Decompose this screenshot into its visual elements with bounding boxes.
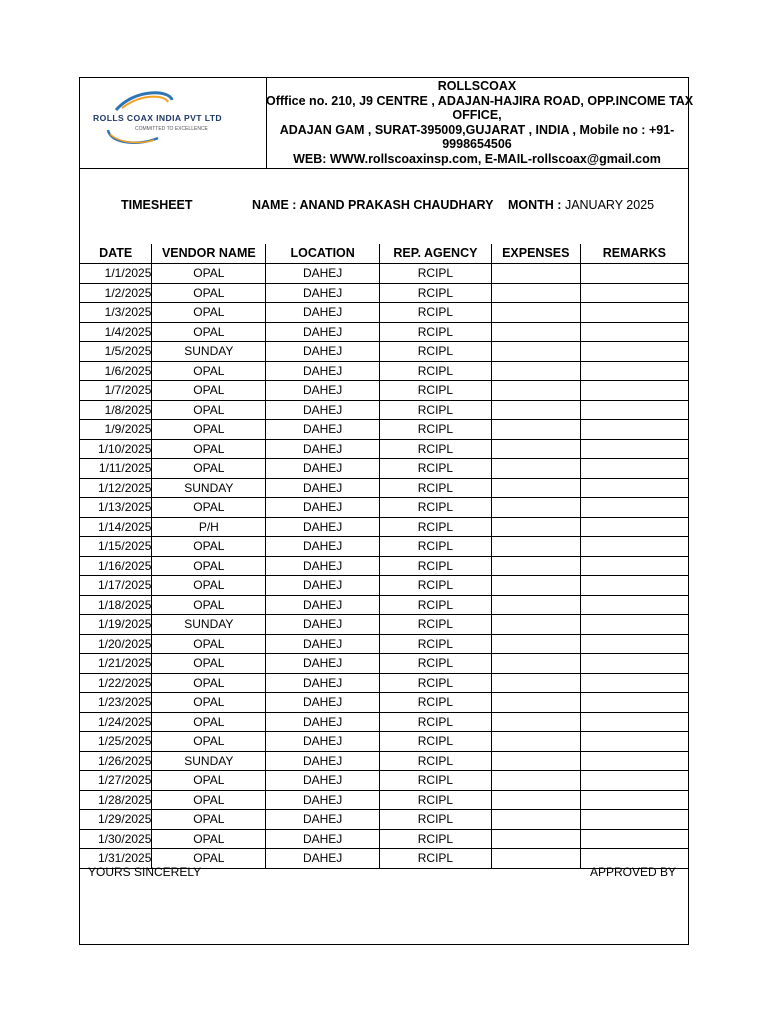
cell-vendor: OPAL — [152, 420, 266, 440]
cell-date: 1/1/2025 — [80, 264, 152, 284]
cell-remarks — [580, 420, 688, 440]
cell-location: DAHEJ — [266, 595, 380, 615]
cell-location: DAHEJ — [266, 537, 380, 557]
table-row — [80, 556, 688, 576]
cell-remarks — [580, 810, 688, 830]
table-row — [80, 459, 688, 479]
cell-vendor: OPAL — [152, 498, 266, 518]
cell-location: DAHEJ — [266, 693, 380, 713]
cell-date: 1/21/2025 — [80, 654, 152, 674]
cell-vendor: OPAL — [152, 400, 266, 420]
logo-tagline: COMMITTED TO EXCELLENCE — [135, 126, 208, 132]
cell-remarks — [580, 400, 688, 420]
cell-agency: RCIPL — [380, 751, 492, 771]
table-row — [80, 303, 688, 323]
address-line-3: ADAJAN GAM , SURAT-395009,GUJARAT , INDIA , Mobile no : +91- — [279, 122, 675, 137]
cell-vendor: OPAL — [152, 556, 266, 576]
cell-expenses — [491, 537, 580, 557]
cell-vendor: OPAL — [152, 673, 266, 693]
cell-expenses — [491, 381, 580, 401]
cell-vendor: OPAL — [152, 771, 266, 791]
cell-expenses — [491, 400, 580, 420]
table-row — [80, 361, 688, 381]
cell-vendor: OPAL — [152, 712, 266, 732]
cell-vendor: OPAL — [152, 595, 266, 615]
cell-vendor: OPAL — [152, 361, 266, 381]
cell-date: 1/23/2025 — [80, 693, 152, 713]
cell-location: DAHEJ — [266, 303, 380, 323]
cell-date: 1/31/2025 — [80, 849, 152, 869]
cell-agency: RCIPL — [380, 693, 492, 713]
cell-date: 1/14/2025 — [80, 517, 152, 537]
cell-agency: RCIPL — [380, 556, 492, 576]
timesheet-info — [80, 168, 688, 244]
cell-vendor: SUNDAY — [152, 751, 266, 771]
cell-vendor: OPAL — [152, 303, 266, 323]
cell-agency: RCIPL — [380, 420, 492, 440]
cell-date: 1/30/2025 — [80, 829, 152, 849]
cell-expenses — [491, 693, 580, 713]
cell-location: DAHEJ — [266, 810, 380, 830]
cell-vendor: OPAL — [152, 829, 266, 849]
month-label: MONTH : — [508, 198, 565, 212]
cell-expenses — [491, 361, 580, 381]
cell-agency: RCIPL — [380, 771, 492, 791]
cell-location: DAHEJ — [266, 732, 380, 752]
cell-remarks — [580, 361, 688, 381]
table-row — [80, 751, 688, 771]
table-row — [80, 595, 688, 615]
company-name: ROLLSCOAX — [437, 79, 517, 93]
cell-remarks — [580, 381, 688, 401]
cell-agency: RCIPL — [380, 517, 492, 537]
cell-agency: RCIPL — [380, 537, 492, 557]
cell-remarks — [580, 771, 688, 791]
cell-expenses — [491, 751, 580, 771]
cell-location: DAHEJ — [266, 478, 380, 498]
approved-by: APPROVED BY — [589, 865, 676, 879]
table-row — [80, 829, 688, 849]
cell-remarks — [580, 595, 688, 615]
cell-expenses — [491, 283, 580, 303]
cell-date: 1/6/2025 — [80, 361, 152, 381]
col-header-remarks: REMARKS — [580, 244, 688, 264]
cell-expenses — [491, 771, 580, 791]
cell-expenses — [491, 459, 580, 479]
cell-date: 1/16/2025 — [80, 556, 152, 576]
cell-date: 1/15/2025 — [80, 537, 152, 557]
cell-vendor: OPAL — [152, 537, 266, 557]
cell-remarks — [580, 576, 688, 596]
cell-expenses — [491, 576, 580, 596]
cell-vendor: OPAL — [152, 283, 266, 303]
timesheet-table — [80, 244, 688, 869]
cell-remarks — [580, 342, 688, 362]
cell-remarks — [580, 498, 688, 518]
cell-remarks — [580, 459, 688, 479]
cell-agency: RCIPL — [380, 810, 492, 830]
cell-location: DAHEJ — [266, 634, 380, 654]
cell-location: DAHEJ — [266, 400, 380, 420]
table-row — [80, 790, 688, 810]
table-row — [80, 712, 688, 732]
cell-agency: RCIPL — [380, 361, 492, 381]
table-row — [80, 615, 688, 635]
cell-location: DAHEJ — [266, 712, 380, 732]
table-row — [80, 634, 688, 654]
cell-location: DAHEJ — [266, 361, 380, 381]
table-row — [80, 576, 688, 596]
cell-expenses — [491, 790, 580, 810]
cell-location: DAHEJ — [266, 615, 380, 635]
table-row — [80, 732, 688, 752]
col-header-expenses: EXPENSES — [491, 244, 580, 264]
cell-remarks — [580, 693, 688, 713]
table-row — [80, 439, 688, 459]
cell-remarks — [580, 712, 688, 732]
cell-remarks — [580, 264, 688, 284]
cell-agency: RCIPL — [380, 576, 492, 596]
company-address-block — [266, 78, 694, 169]
cell-location: DAHEJ — [266, 439, 380, 459]
cell-expenses — [491, 303, 580, 323]
cell-agency: RCIPL — [380, 732, 492, 752]
cell-vendor: OPAL — [152, 439, 266, 459]
cell-vendor: P/H — [152, 517, 266, 537]
table-row — [80, 322, 688, 342]
cell-vendor: SUNDAY — [152, 478, 266, 498]
cell-vendor: OPAL — [152, 849, 266, 869]
cell-agency: RCIPL — [380, 829, 492, 849]
table-row — [80, 771, 688, 791]
cell-date: 1/5/2025 — [80, 342, 152, 362]
cell-vendor: SUNDAY — [152, 615, 266, 635]
cell-remarks — [580, 556, 688, 576]
cell-agency: RCIPL — [380, 673, 492, 693]
cell-date: 1/29/2025 — [80, 810, 152, 830]
table-row — [80, 342, 688, 362]
cell-vendor: OPAL — [152, 576, 266, 596]
timesheet-document — [79, 77, 694, 945]
cell-agency: RCIPL — [380, 498, 492, 518]
cell-vendor: OPAL — [152, 693, 266, 713]
cell-location: DAHEJ — [266, 264, 380, 284]
cell-expenses — [491, 595, 580, 615]
cell-expenses — [491, 498, 580, 518]
cell-location: DAHEJ — [266, 322, 380, 342]
cell-expenses — [491, 322, 580, 342]
cell-location: DAHEJ — [266, 654, 380, 674]
cell-expenses — [491, 654, 580, 674]
cell-remarks — [580, 790, 688, 810]
table-header-row — [80, 244, 688, 264]
cell-remarks — [580, 829, 688, 849]
table-row — [80, 654, 688, 674]
cell-location: DAHEJ — [266, 673, 380, 693]
cell-agency: RCIPL — [380, 615, 492, 635]
cell-expenses — [491, 420, 580, 440]
table-row — [80, 693, 688, 713]
logo-swoosh-icon — [80, 78, 266, 168]
cell-location: DAHEJ — [266, 283, 380, 303]
cell-vendor: OPAL — [152, 790, 266, 810]
cell-date: 1/3/2025 — [80, 303, 152, 323]
cell-expenses — [491, 810, 580, 830]
cell-remarks — [580, 673, 688, 693]
table-row — [80, 537, 688, 557]
cell-date: 1/9/2025 — [80, 420, 152, 440]
cell-agency: RCIPL — [380, 790, 492, 810]
address-line-2: OFFICE, — [452, 108, 502, 123]
cell-expenses — [491, 517, 580, 537]
cell-location: DAHEJ — [266, 381, 380, 401]
cell-date: 1/28/2025 — [80, 790, 152, 810]
cell-expenses — [491, 712, 580, 732]
cell-vendor: OPAL — [152, 322, 266, 342]
cell-date: 1/8/2025 — [80, 400, 152, 420]
cell-agency: RCIPL — [380, 712, 492, 732]
cell-location: DAHEJ — [266, 517, 380, 537]
cell-expenses — [491, 439, 580, 459]
table-row — [80, 498, 688, 518]
cell-date: 1/17/2025 — [80, 576, 152, 596]
cell-date: 1/4/2025 — [80, 322, 152, 342]
cell-remarks — [580, 478, 688, 498]
cell-agency: RCIPL — [380, 654, 492, 674]
cell-location: DAHEJ — [266, 459, 380, 479]
cell-date: 1/2/2025 — [80, 283, 152, 303]
employee-name: NAME : ANAND PRAKASH CHAUDHARY — [252, 198, 494, 212]
cell-agency: RCIPL — [380, 381, 492, 401]
cell-vendor: SUNDAY — [152, 342, 266, 362]
col-header-date: DATE — [80, 244, 152, 264]
cell-date: 1/27/2025 — [80, 771, 152, 791]
cell-remarks — [580, 322, 688, 342]
cell-agency: RCIPL — [380, 322, 492, 342]
cell-location: DAHEJ — [266, 849, 380, 869]
cell-date: 1/20/2025 — [80, 634, 152, 654]
cell-vendor: OPAL — [152, 634, 266, 654]
cell-expenses — [491, 342, 580, 362]
timesheet-label: TIMESHEET — [121, 198, 193, 212]
cell-location: DAHEJ — [266, 342, 380, 362]
cell-remarks — [580, 439, 688, 459]
cell-date: 1/7/2025 — [80, 381, 152, 401]
cell-expenses — [491, 634, 580, 654]
month-field — [508, 198, 654, 212]
logo-text: ROLLS COAX INDIA PVT LTD — [93, 113, 222, 123]
table-row — [80, 283, 688, 303]
cell-date: 1/18/2025 — [80, 595, 152, 615]
cell-location: DAHEJ — [266, 576, 380, 596]
col-header-vendor: VENDOR NAME — [152, 244, 266, 264]
cell-remarks — [580, 537, 688, 557]
cell-vendor: OPAL — [152, 381, 266, 401]
table-row — [80, 420, 688, 440]
month-value: JANUARY 2025 — [564, 198, 655, 212]
cell-remarks — [580, 615, 688, 635]
table-row — [80, 673, 688, 693]
col-header-location: LOCATION — [266, 244, 380, 264]
cell-expenses — [491, 556, 580, 576]
table-row — [80, 517, 688, 537]
cell-remarks — [580, 517, 688, 537]
table-row — [80, 478, 688, 498]
cell-expenses — [491, 829, 580, 849]
cell-location: DAHEJ — [266, 751, 380, 771]
cell-location: DAHEJ — [266, 790, 380, 810]
address-line-4: 9998654506 — [442, 137, 512, 152]
cell-expenses — [491, 478, 580, 498]
cell-expenses — [491, 615, 580, 635]
cell-location: DAHEJ — [266, 771, 380, 791]
cell-agency: RCIPL — [380, 264, 492, 284]
cell-location: DAHEJ — [266, 829, 380, 849]
cell-agency: RCIPL — [380, 459, 492, 479]
cell-remarks — [580, 751, 688, 771]
table-body — [80, 264, 688, 869]
cell-location: DAHEJ — [266, 420, 380, 440]
table-row — [80, 264, 688, 284]
cell-date: 1/25/2025 — [80, 732, 152, 752]
table-row — [80, 400, 688, 420]
cell-date: 1/22/2025 — [80, 673, 152, 693]
cell-agency: RCIPL — [380, 478, 492, 498]
yours-sincerely: YOURS SINCERELY — [88, 865, 202, 879]
cell-remarks — [580, 634, 688, 654]
cell-location: DAHEJ — [266, 498, 380, 518]
cell-remarks — [580, 283, 688, 303]
cell-expenses — [491, 264, 580, 284]
cell-remarks — [580, 654, 688, 674]
cell-remarks — [580, 732, 688, 752]
table-row — [80, 810, 688, 830]
cell-date: 1/13/2025 — [80, 498, 152, 518]
cell-vendor: OPAL — [152, 264, 266, 284]
cell-vendor: OPAL — [152, 459, 266, 479]
cell-date: 1/19/2025 — [80, 615, 152, 635]
cell-date: 1/12/2025 — [80, 478, 152, 498]
col-header-agency: REP. AGENCY — [380, 244, 492, 264]
letterhead — [80, 78, 694, 169]
cell-remarks — [580, 303, 688, 323]
cell-date: 1/26/2025 — [80, 751, 152, 771]
cell-agency: RCIPL — [380, 439, 492, 459]
cell-vendor: OPAL — [152, 732, 266, 752]
cell-agency: RCIPL — [380, 400, 492, 420]
cell-expenses — [491, 732, 580, 752]
cell-agency: RCIPL — [380, 634, 492, 654]
cell-expenses — [491, 849, 580, 869]
cell-agency: RCIPL — [380, 303, 492, 323]
cell-location: DAHEJ — [266, 556, 380, 576]
cell-agency: RCIPL — [380, 342, 492, 362]
company-logo — [80, 78, 267, 168]
cell-vendor: OPAL — [152, 810, 266, 830]
cell-date: 1/10/2025 — [80, 439, 152, 459]
address-line-1: Offfice no. 210, J9 CENTRE , ADAJAN-HAJIRA ROAD, OPP.INCOME TAX — [266, 93, 694, 108]
web-email-line: WEB: WWW.rollscoaxinsp.com, E-MAIL-rollscoax@gmail.com — [293, 151, 661, 166]
cell-agency: RCIPL — [380, 595, 492, 615]
cell-expenses — [491, 673, 580, 693]
cell-agency: RCIPL — [380, 849, 492, 869]
cell-date: 1/11/2025 — [80, 459, 152, 479]
cell-vendor: OPAL — [152, 654, 266, 674]
cell-agency: RCIPL — [380, 283, 492, 303]
cell-date: 1/24/2025 — [80, 712, 152, 732]
table-row — [80, 381, 688, 401]
